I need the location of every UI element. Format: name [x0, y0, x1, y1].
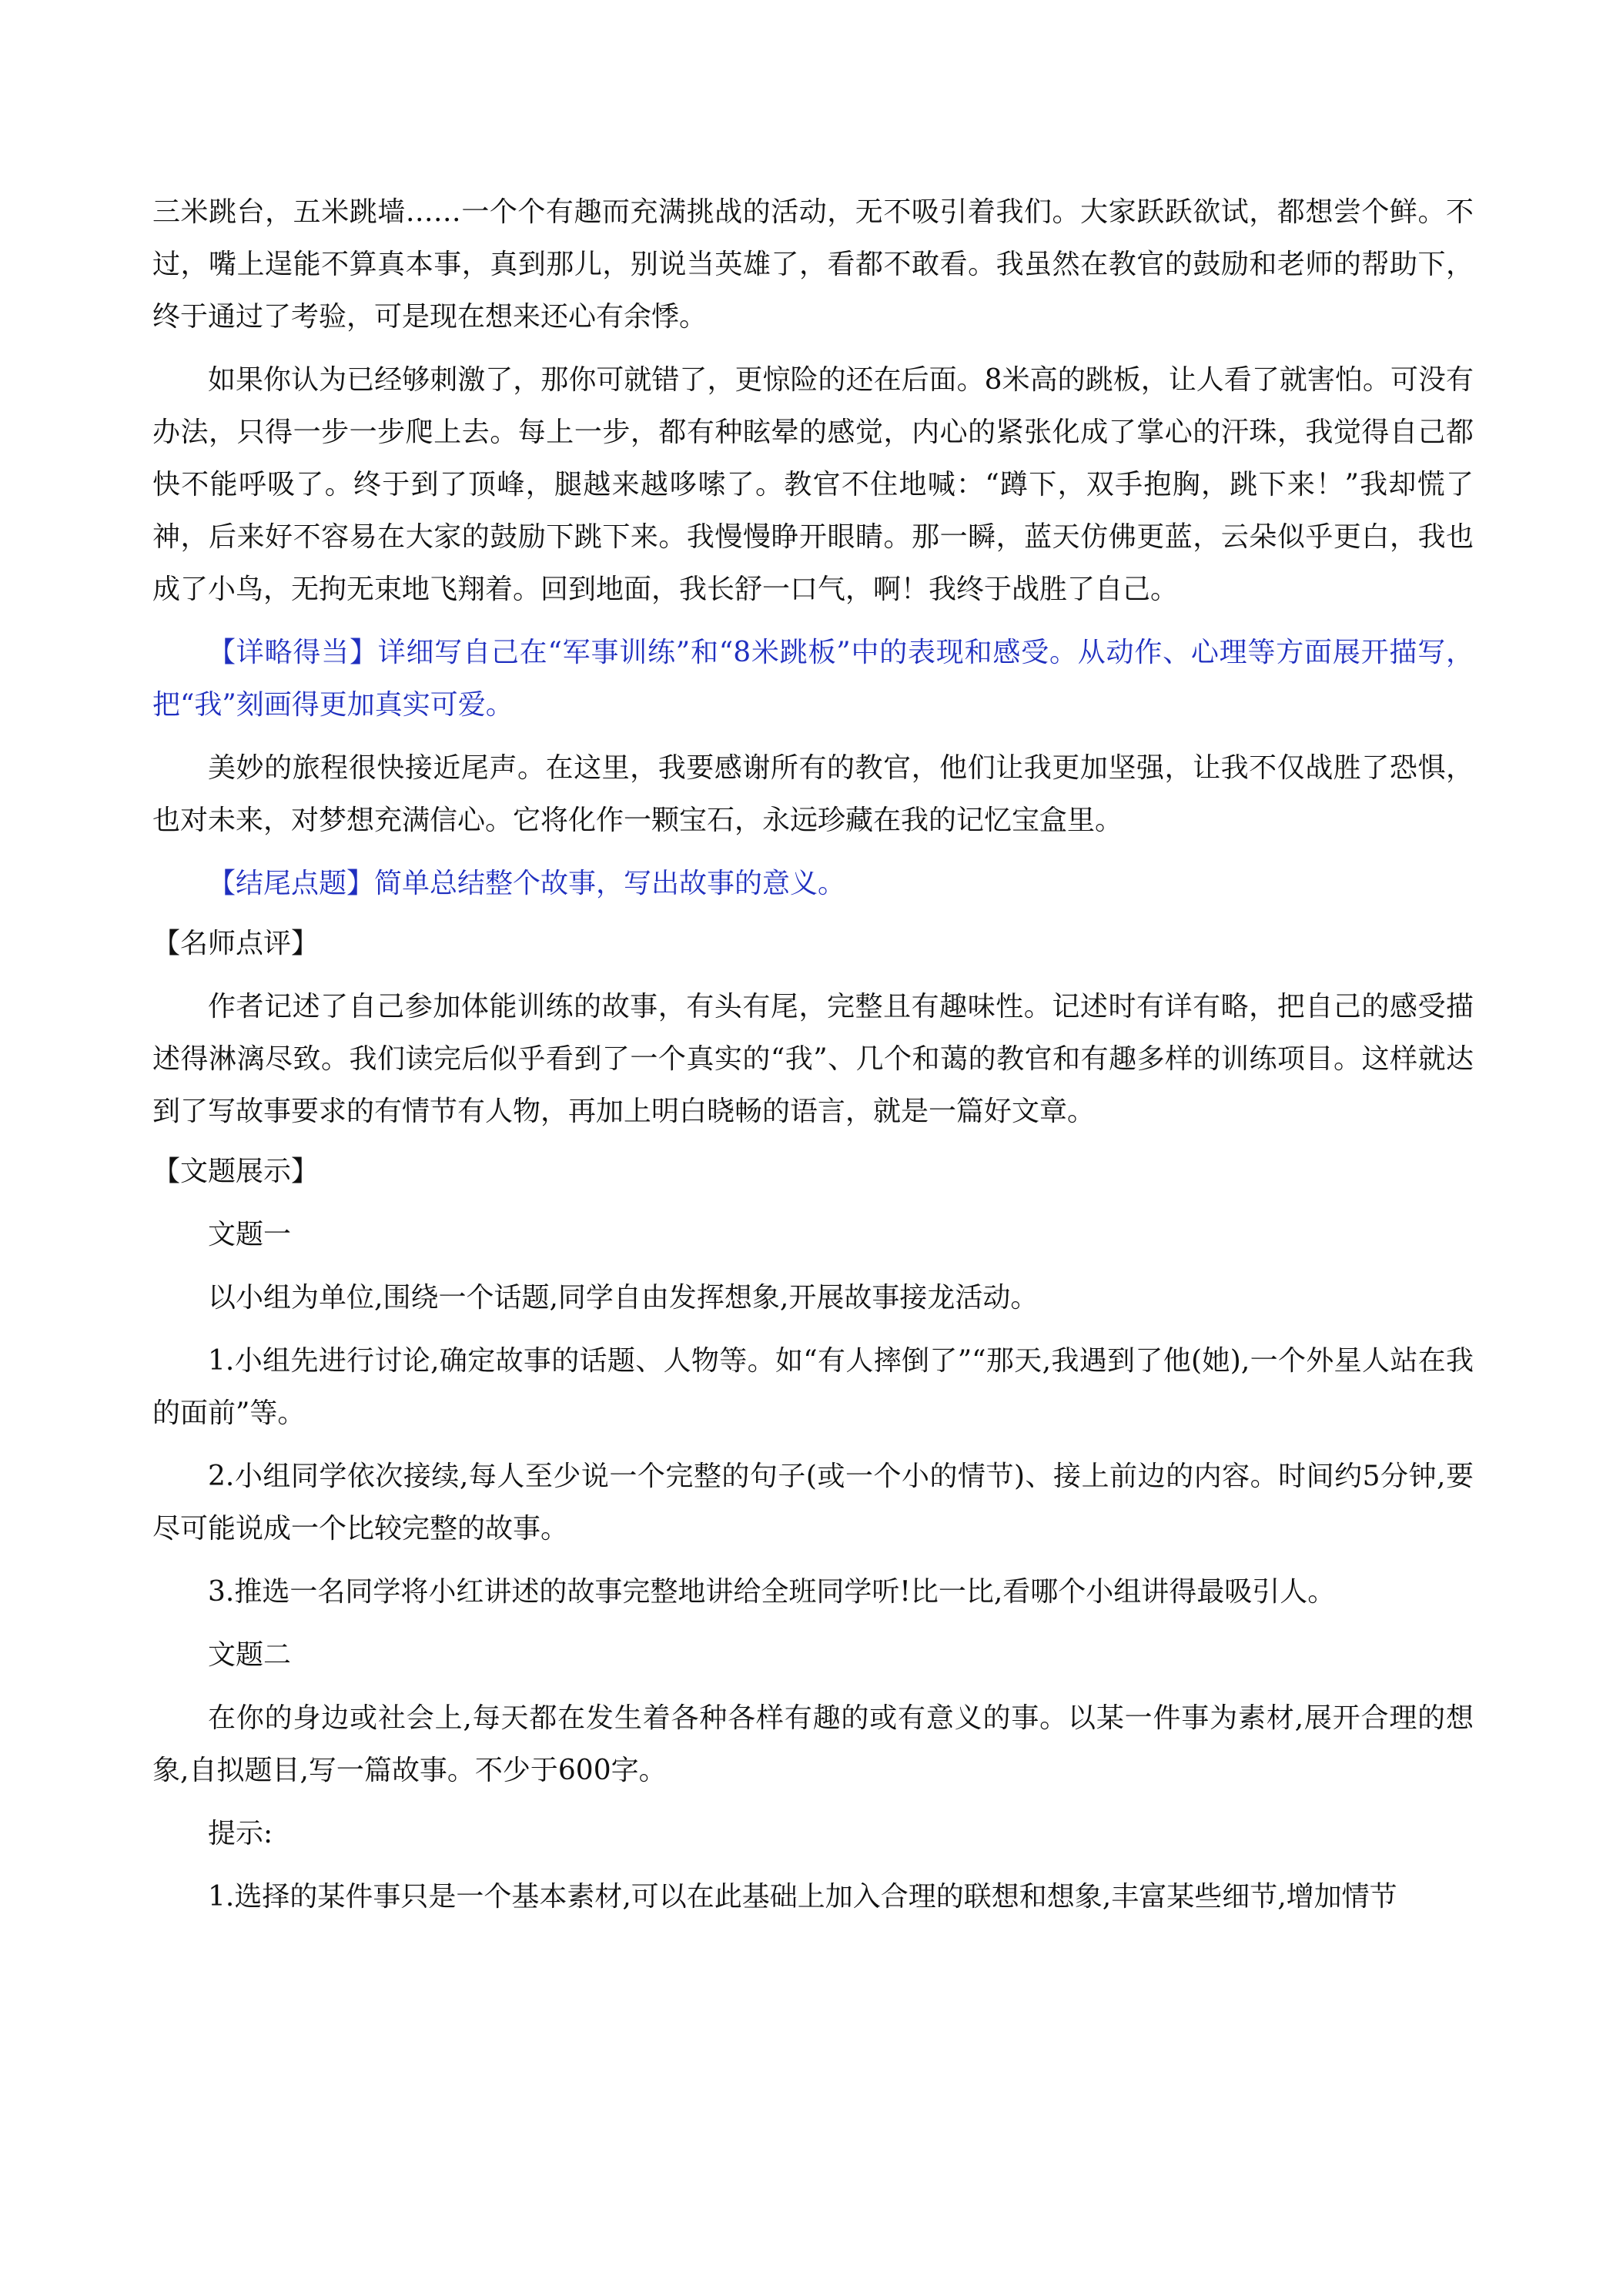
hints-label: 提示: [208, 1818, 273, 1849]
annotation-ending: 【结尾点题】简单总结整个故事，写出故事的意义。 [208, 868, 846, 899]
section-heading-teacher-comment: 【名师点评】 [152, 928, 320, 959]
paragraph-2: 如果你认为已经够刺激了，那你可就错了，更惊险的还在后面。8米高的跳板，让人看了就害怕。可没有办法，只得一步一步爬上去。每上一步，都有种眩晕的感觉，内心的紧张化成了掌心的汗珠，我觉得自己都快不能呼吸了。终于到了顶峰，腿越来越哆嗦了。教官不住地喊：“蹲下，双手抱胸，跳下来！”我却慌了神，后来好不容易在大家的鼓励下跳下来。我慢慢睁开眼睛。那一瞬，蓝天仿佛更蓝，云朵似乎更白，我也成了小鸟，无拘无束地飞翔着。回到地面，我长舒一口气，啊！我终于战胜了自己。 [152, 364, 1474, 605]
section-heading-topics: 【文题展示】 [152, 1156, 320, 1187]
paragraph-3: 美妙的旅程很快接近尾声。在这里，我要感谢所有的教官，他们让我更加坚强，让我不仅战胜了恐惧，也对未来，对梦想充满信心。它将化作一颗宝石，永远珍藏在我的记忆宝盒里。 [152, 752, 1474, 836]
topic-two-prompt: 在你的身边或社会上,每天都在发生着各种各样有趣的或有意义的事。以某一件事为素材,展开合理的想象,自拟题目,写一篇故事。不少于600字。 [152, 1702, 1474, 1786]
topic-one-step-1: 1.小组先进行讨论,确定故事的话题、人物等。如“有人摔倒了”“那天,我遇到了他(她),一个外星人站在我的面前”等。 [152, 1345, 1474, 1429]
topic-one-step-2: 2.小组同学依次接续,每人至少说一个完整的句子(或一个小的情节)、接上前边的内容。时间约5分钟,要尽可能说成一个比较完整的故事。 [152, 1461, 1474, 1545]
hint-1: 1.选择的某件事只是一个基本素材,可以在此基础上加入合理的联想和想象,丰富某些细节,增加情节 [208, 1881, 1397, 1913]
topic-one-title: 文题一 [208, 1219, 292, 1250]
annotation-detail: 【详略得当】详细写自己在“军事训练”和“8米跳板”中的表现和感受。从动作、心理等方面展开描写，把“我”刻画得更加真实可爱。 [152, 637, 1474, 721]
topic-one-intro: 以小组为单位,围绕一个话题,同学自由发挥想象,开展故事接龙活动。 [208, 1282, 1039, 1314]
teacher-comment-text: 作者记述了自己参加体能训练的故事，有头有尾，完整且有趣味性。记述时有详有略，把自己的感受描述得淋漓尽致。我们读完后似乎看到了一个真实的“我”、几个和蔼的教官和有趣多样的训练项目。这样就达到了写故事要求的有情节有人物，再加上明白晓畅的语言，就是一篇好文章。 [152, 991, 1474, 1127]
paragraph-1: 三米跳台，五米跳墙……一个个有趣而充满挑战的活动，无不吸引着我们。大家跃跃欲试，都想尝个鲜。不过，嘴上逞能不算真本事，真到那儿，别说当英雄了，看都不敢看。我虽然在教官的鼓励和老师的帮助下，终于通过了考验，可是现在想来还心有余悸。 [152, 196, 1474, 333]
topic-one-step-3: 3.推选一名同学将小红讲述的故事完整地讲给全班同学听!比一比,看哪个小组讲得最吸引人。 [208, 1576, 1336, 1608]
topic-two-title: 文题二 [208, 1639, 292, 1671]
